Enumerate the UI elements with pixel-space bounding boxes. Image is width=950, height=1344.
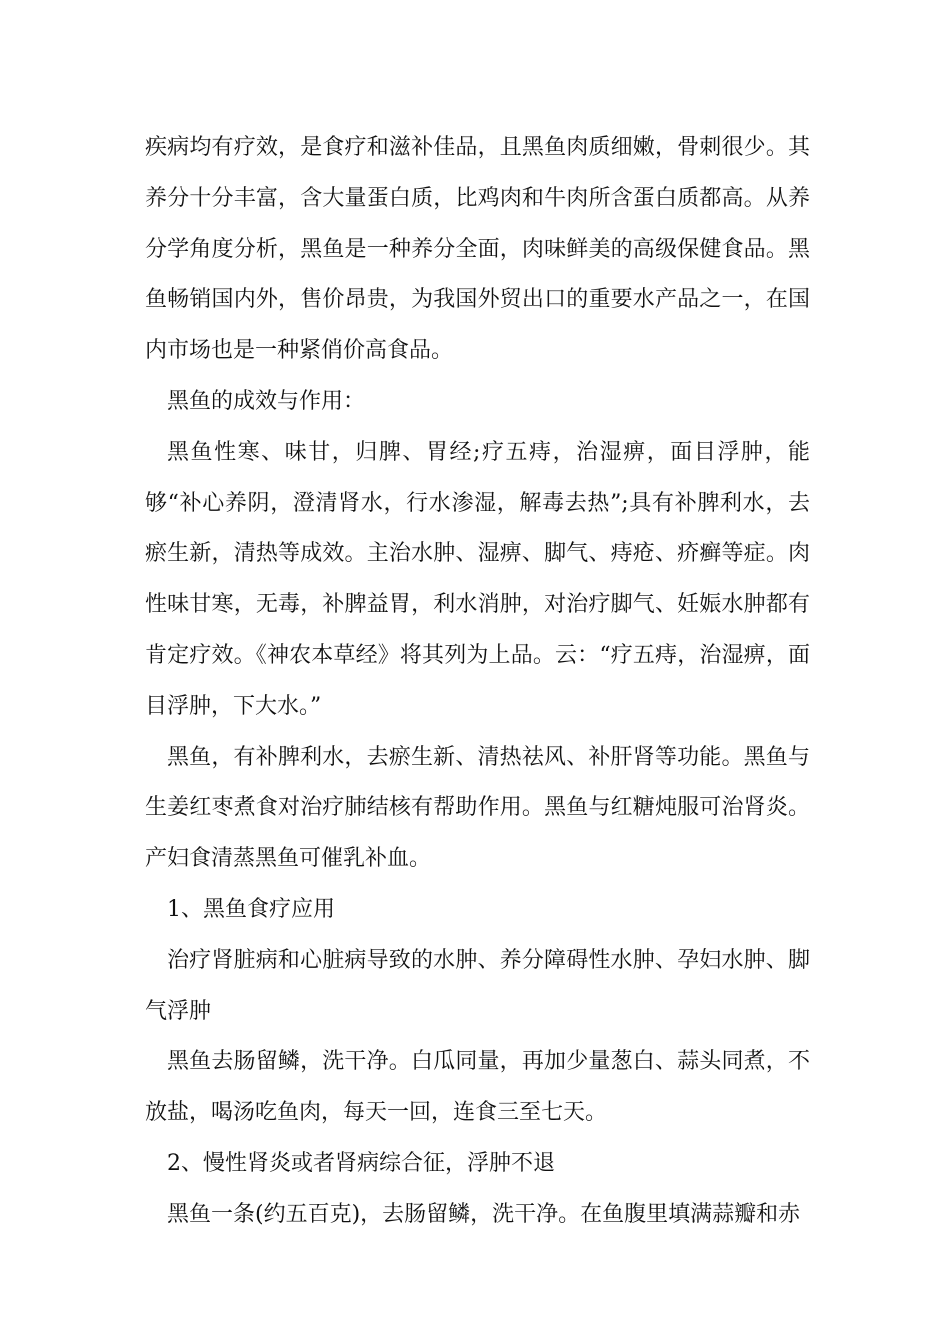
section-heading-1: 1、黑鱼食疗应用 — [167, 896, 335, 922]
section-heading-effects: 黑鱼的成效与作用： — [167, 388, 366, 414]
body-paragraph-5: 黑鱼去肠留鳞，洗干净。白瓜同量，再加少量葱白、蒜头同煮，不放盐，喝汤吃鱼肉，每天一回，连食三至七天。 — [145, 1049, 810, 1126]
body-paragraph-4: 治疗肾脏病和心脏病导致的水肿、养分障碍性水肿、孕妇水肿、脚气浮肿 — [145, 947, 810, 1024]
body-paragraph-2: 黑鱼性寒、味甘，归脾、胃经;疗五痔，治湿痹，面目浮肿，能够“补心养阴，澄清肾水，行水渗湿，解毒去热”;具有补脾利水，去瘀生新，清热等成效。主治水肿、湿痹、脚气、痔疮、疥癣等症。肉性味甘寒，无毒，补脾益胃，利水消肿，对治疗脚气、妊娠水肿都有肯定疗效。《神农本草经》将其列为上品。云：“疗五痔，治湿痹，面目浮肿，下大水。” — [145, 439, 810, 719]
body-paragraph-1: 疾病均有疗效，是食疗和滋补佳品，且黑鱼肉质细嫩，骨刺很少。其养分十分丰富，含大量蛋白质，比鸡肉和牛肉所含蛋白质都高。从养分学角度分析，黑鱼是一种养分全面，肉味鲜美的高级保健食品。黑鱼畅销国内外，售价昂贵，为我国外贸出口的重要水产品之一，在国内市场也是一种紧俏价高食品。 — [145, 135, 810, 364]
document-page — [145, 123, 810, 1241]
body-paragraph-3: 黑鱼，有补脾利水，去瘀生新、清热祛风、补肝肾等功能。黑鱼与生姜红枣煮食对治疗肺结核有帮助作用。黑鱼与红糖炖服可治肾炎。产妇食清蒸黑鱼可催乳补血。 — [145, 744, 810, 872]
section-heading-2: 2、慢性肾炎或者肾病综合征，浮肿不退 — [167, 1150, 555, 1176]
body-paragraph-6: 黑鱼一条(约五百克)，去肠留鳞，洗干净。在鱼腹里填满蒜瓣和赤 — [167, 1201, 801, 1227]
